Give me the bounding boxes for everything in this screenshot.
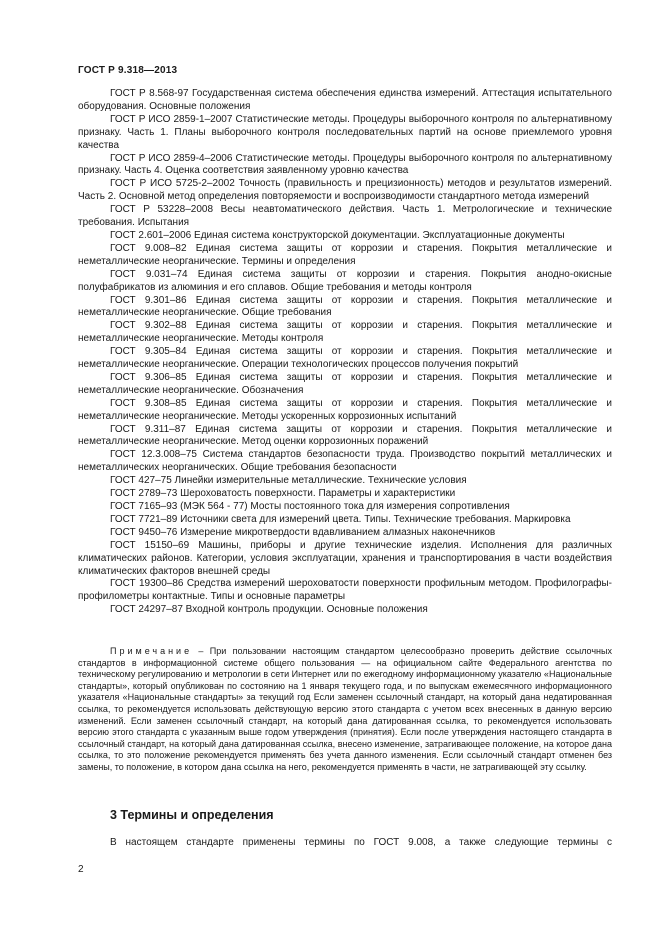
note-text: – При пользовании настоящим стандартом целесообразно проверить действие ссылочных стандартов в информационной системе общего пользования — на официальном сайте Федерального агентства по техническому регулированию и метрологии в сети Интернет или по ежегодному информационному указателю «Национальные стандарты», который опубликован по состоянию на 1 января текущего года, и по выпускам ежемесячного информационного указателя «Национальные стандарты» за текущий год Если заменен ссылочный стандарт, на который дана недатированная ссылка, то рекомендуется использовать действующую версию этого стандарта с учетом всех внесенных в данную версию изменений. Если заменен ссылочный стандарт, на который дана датированная ссылка, то рекомендуется использовать версию этого стандарта с указанным выше годом утверждения (принятия). Если после утверждения настоящего стандарта в ссылочный стандарт, на который дана датированная ссылка, внесено изменение, затрагивающее положение, на которое дана ссылка, то это положение рекомендуется применять без учета данного изменения. Если ссылочный стандарт отменен без замены, то положение, в котором дана ссылка на него, рекомендуется применять в части, не затрагивающей эту ссылку. [78,646,612,772]
section-title: 3 Термины и определения [110,808,274,822]
reference-item: ГОСТ 9.305–84 Единая система защиты от коррозии и старения. Покрытия металлические и неметаллические неорганические. Операции технологических процессов получения покрытий [78,346,612,371]
normative-references-list [78,88,612,617]
reference-item: ГОСТ Р 8.568-97 Государственная система обеспечения единства измерений. Аттестация испытательного оборудования. Основные положения [78,88,612,112]
section-intro-text: В настоящем стандарте применены термины по ГОСТ 9.008, а также следующие термины с [110,837,612,848]
references-note [78,646,612,774]
reference-item: ГОСТ 9.031–74 Единая система защиты от коррозии и старения. Покрытия анодно-окисные полуфабрикатов из алюминия и его сплавов. Общие требования и методы контроля [78,268,612,293]
reference-item: ГОСТ 7165–93 (МЭК 564 - 77) Мосты постоянного тока для измерения сопротивления [110,501,510,512]
reference-item: ГОСТ 9.308–85 Единая система защиты от коррозии и старения. Покрытия металлические и неметаллические неорганические. Методы ускоренных коррозионных испытаний [78,397,612,422]
reference-item: ГОСТ 9.008–82 Единая система защиты от коррозии и старения. Покрытия металлические и неметаллические неорганические. Термины и определения [78,242,612,267]
reference-item: ГОСТ 427–75 Линейки измерительные металлические. Технические условия [110,475,467,487]
reference-item: ГОСТ 15150–69 Машины, приборы и другие технические изделия. Исполнения для различных климатических районов. Категории, условия эксплуатации, хранения и транспортирования в части воздействия климатических факторов внешней среды [78,539,612,577]
reference-item: ГОСТ Р 53228–2008 Весы неавтоматического действия. Часть 1. Метрологические и технические требования. Испытания [78,204,612,229]
note-paragraph [78,646,612,774]
document-header: ГОСТ Р 9.318—2013 [78,65,178,76]
note-label: Примечание [110,646,193,656]
reference-item: ГОСТ 9.301–86 Единая система защиты от коррозии и старения. Покрытия металлические и неметаллические неорганические. Общие требования [78,294,612,319]
reference-item: ГОСТ 12.3.008–75 Система стандартов безопасности труда. Производство покрытий металлических и неметаллических неорганических. Общие требования безопасности [78,449,612,474]
reference-item: ГОСТ 9.302–88 Единая система защиты от коррозии и старения. Покрытия металлические и неметаллические неорганические. Методы контроля [78,320,612,345]
page-number: 2 [78,864,84,875]
reference-item: ГОСТ 24297–87 Входной контроль продукции. Основные положения [110,604,428,616]
reference-item: ГОСТ Р ИСО 2859-4–2006 Статистические методы. Процедуры выборочного контроля по альтернативному признаку. Часть 4. Оценка соответствия заявленному уровню качества [78,152,612,177]
reference-item: ГОСТ 2789–73 Шероховатость поверхности. Параметры и характеристики [110,488,456,500]
reference-item: ГОСТ 9.306–85 Единая система защиты от коррозии и старения. Покрытия металлические и неметаллические неорганические. Обозначения [78,371,612,396]
reference-item: ГОСТ Р ИСО 5725-2–2002 Точность (правильность и прецизионность) методов и результатов измерений. Часть 2. Основной метод определения повторяемости и воспроизводимости стандартного метода измерений [78,178,612,203]
reference-item: ГОСТ 9.311–87 Единая система защиты от коррозии и старения. Покрытия металлические и неметаллические неорганические. Метод оценки коррозионных поражений [78,423,612,448]
reference-item: ГОСТ 7721–89 Источники света для измерений цвета. Типы. Технические требования. Маркировка [110,513,571,525]
section-intro [78,836,612,849]
reference-item: ГОСТ 19300–86 Средства измерений шероховатости поверхности профильным методом. Профилографы-профилометры контактные. Типы и основные параметры [78,578,612,603]
reference-item: ГОСТ 9450–76 Измерение микротвердости вдавливанием алмазных наконечников [110,526,496,538]
reference-item: ГОСТ 2.601–2006 Единая система конструкторской документации. Эксплуатационные документы [110,229,565,241]
reference-item: ГОСТ Р ИСО 2859-1–2007 Статистические методы. Процедуры выборочного контроля по альтернативному признаку. Часть 1. Планы выборочного контроля последовательных партий на основе приемлемого уровня качества [78,113,612,151]
